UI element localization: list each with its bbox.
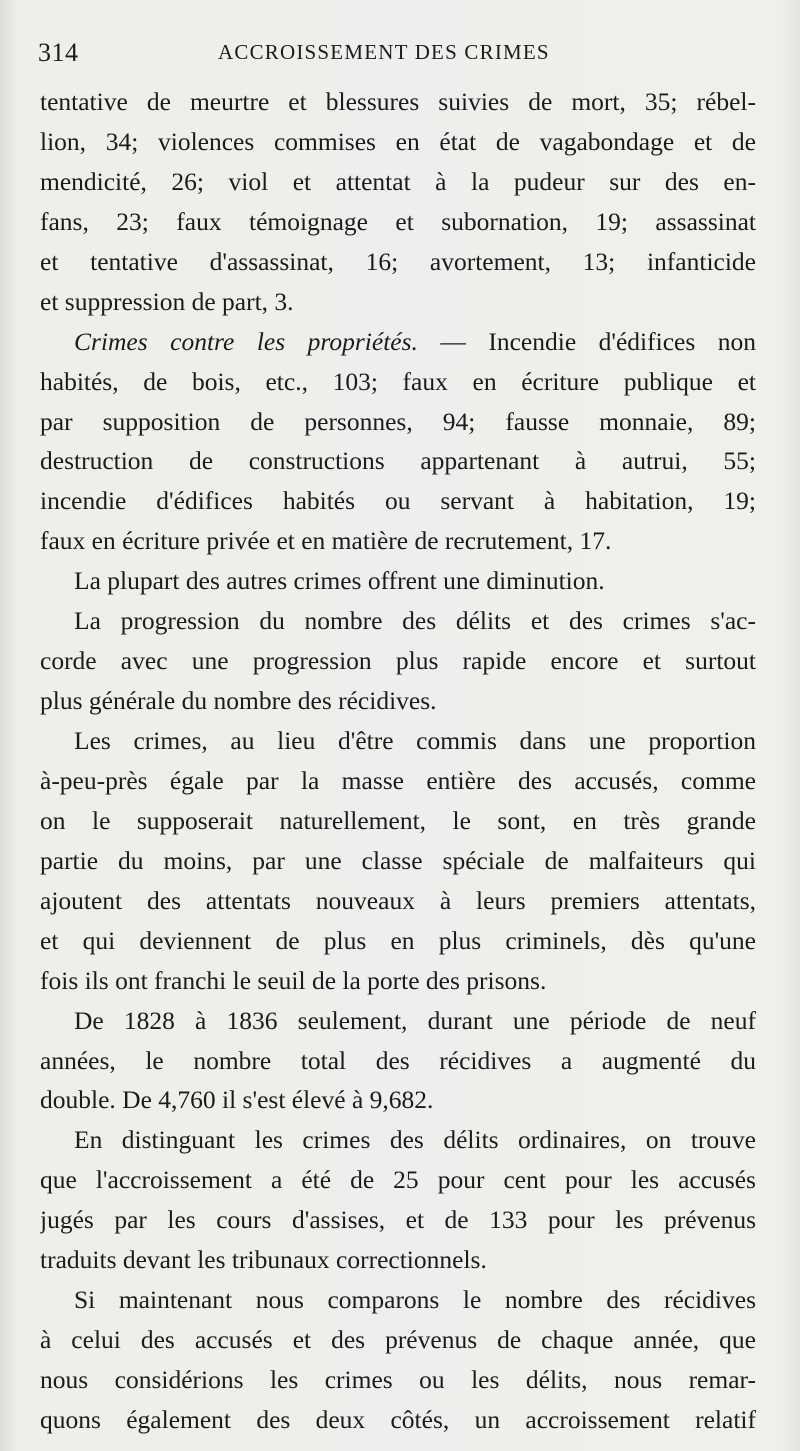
section-lead: Crimes contre les propriétés.	[74, 326, 418, 356]
text-line: tentative de meurtre et blessures suivies de mort, 35; rébel-	[40, 87, 756, 116]
text-line: par supposition de personnes, 94; fausse monnaie, 89;	[40, 406, 756, 436]
section-lead-continuation: — Incendie d'édifices non	[417, 326, 756, 356]
text-line: traduits devant les tribunaux correctionnels.	[40, 1245, 487, 1275]
text-line: et suppression de part, 3.	[40, 286, 294, 316]
text-line: quons également des deux côtés, un accroissement relatif	[40, 1404, 756, 1434]
text-line: destruction de constructions appartenant à autrui, 55;	[40, 446, 756, 476]
text-line: partie du moins, par une classe spéciale de malfaiteurs qui	[40, 845, 756, 875]
text-line: à celui des accusés et des prévenus de chaque année, que	[40, 1325, 756, 1355]
page-header	[38, 38, 768, 78]
text-line: La plupart des autres crimes offrent une diminution.	[74, 566, 605, 596]
text-line: à-peu-près égale par la masse entière des accusés, comme	[40, 765, 756, 795]
text-line: on le supposerait naturellement, le sont, en très grande	[40, 805, 756, 835]
text-line: double. De 4,760 il s'est élevé à 9,682.	[40, 1085, 434, 1115]
text-line: que l'accroissement a été de 25 pour cent pour les accusés	[40, 1165, 756, 1195]
body-text	[40, 82, 756, 1440]
text-line: nous considérions les crimes ou les délits, nous remar-	[40, 1365, 756, 1394]
text-line: En distinguant les crimes des délits ordinaires, on trouve	[74, 1125, 756, 1155]
text-line: plus générale du nombre des récidives.	[40, 686, 437, 716]
text-line: mendicité, 26; viol et attentat à la pudeur sur des en-	[40, 166, 756, 196]
text-line: Si maintenant nous comparons le nombre des récidives	[74, 1285, 756, 1315]
text-line: et qui deviennent de plus en plus criminels, dès qu'une	[40, 925, 756, 955]
text-line: et tentative d'assassinat, 16; avortement, 13; infanticide	[40, 246, 756, 276]
running-title: ACCROISSEMENT DES CRIMES	[218, 40, 550, 64]
text-line: fois ils ont franchi le seuil de la porte des prisons.	[40, 965, 547, 995]
text-line	[40, 322, 756, 362]
text-line: habités, de bois, etc., 103; faux en écriture publique et	[40, 366, 756, 396]
text-line: La progression du nombre des délits et des crimes s'ac-	[74, 606, 756, 636]
text-line: années, le nombre total des récidives a augmenté du	[40, 1045, 756, 1075]
text-line: Les crimes, au lieu d'être commis dans une proportion	[74, 726, 756, 755]
text-line: De 1828 à 1836 seulement, durant une période de neuf	[74, 1005, 756, 1035]
text-line: ajoutent des attentats nouveaux à leurs premiers attentats,	[40, 885, 756, 915]
text-line: lion, 34; violences commises en état de vagabondage et de	[40, 126, 756, 156]
text-line: faux en écriture privée et en matière de recrutement, 17.	[40, 526, 612, 556]
page-number: 314	[38, 38, 79, 67]
text-line: corde avec une progression plus rapide encore et surtout	[40, 646, 756, 676]
text-line: incendie d'édifices habités ou servant à habitation, 19;	[40, 486, 756, 516]
text-line: jugés par les cours d'assises, et de 133 pour les prévenus	[40, 1205, 756, 1235]
text-line: fans, 23; faux témoignage et subornation, 19; assassinat	[40, 206, 756, 236]
